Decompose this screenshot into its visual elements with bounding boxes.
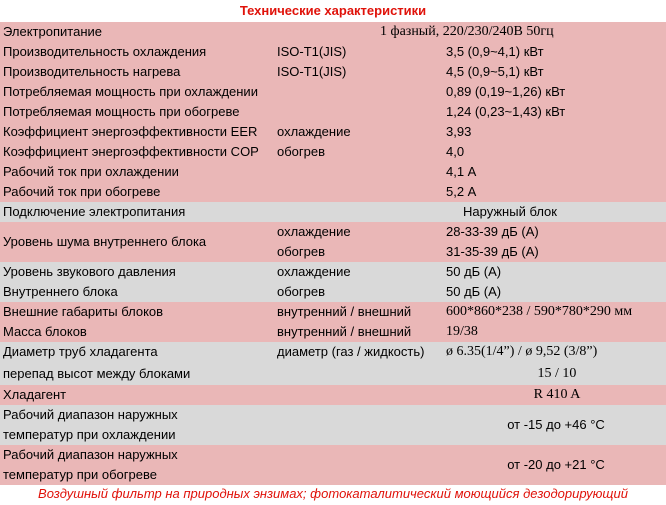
value: 1 фазный, 220/230/240В 50гц bbox=[380, 24, 554, 39]
value: ø 6.35(1/4”) / ø 9,52 (3/8”) bbox=[446, 344, 598, 359]
value: 600*860*238 / 590*780*290 мм bbox=[446, 304, 633, 319]
row-cooling-current bbox=[0, 162, 666, 182]
value: 3,5 (0,9~4,1) кВт bbox=[446, 44, 544, 59]
value: 19/38 bbox=[446, 324, 478, 339]
value-cooling: 50 дБ (А) bbox=[446, 264, 502, 279]
label-line2: Внутреннего блока bbox=[3, 284, 118, 299]
row-heating-power bbox=[0, 102, 666, 122]
label: Рабочий ток при охлаждении bbox=[3, 164, 179, 179]
mode-cooling: охлаждение bbox=[277, 224, 351, 239]
row-cooling-capacity bbox=[0, 42, 666, 62]
mode: внутренний / внешний bbox=[277, 304, 412, 319]
label-line2: температур при охлаждении bbox=[3, 427, 176, 442]
value: R 410 A bbox=[533, 387, 581, 402]
row-connection bbox=[0, 202, 666, 222]
value: 4,0 bbox=[446, 144, 465, 159]
label: Рабочий ток при обогреве bbox=[3, 184, 161, 199]
row-cop bbox=[0, 142, 666, 162]
mode-heating: обогрев bbox=[277, 284, 326, 299]
value: 3,93 bbox=[446, 124, 472, 139]
row-cooling-power bbox=[0, 82, 666, 102]
label-line1: Уровень звукового давления bbox=[3, 264, 176, 279]
row-weight bbox=[0, 322, 666, 342]
mode: ISO-T1(JIS) bbox=[277, 64, 347, 79]
row-heating-current bbox=[0, 182, 666, 202]
value: от -15 до +46 °С bbox=[507, 417, 605, 432]
row-sound-pressure bbox=[0, 262, 666, 302]
label: Коэффициент энергоэффективности EER bbox=[3, 124, 258, 139]
row-pipe-diameter bbox=[0, 342, 666, 364]
label: Коэффициент энергоэффективности COP bbox=[3, 144, 259, 159]
row-dimensions bbox=[0, 302, 666, 322]
label-line1: Рабочий диапазон наружных bbox=[3, 407, 178, 422]
value-cooling: 28-33-39 дБ (А) bbox=[446, 224, 539, 239]
filter-note: Воздушный фильтр на природных энзимах; фотокаталитический моющийся дезодорирующий bbox=[38, 486, 628, 501]
label: Хладагент bbox=[3, 387, 67, 402]
label: перепад высот между блоками bbox=[3, 366, 191, 381]
value: 4,5 (0,9~5,1) кВт bbox=[446, 64, 544, 79]
mode-cooling: охлаждение bbox=[277, 264, 351, 279]
value: 0,89 (0,19~1,26) кВт bbox=[446, 84, 566, 99]
value: 4,1 А bbox=[446, 164, 477, 179]
label: Диаметр труб хладагента bbox=[3, 344, 158, 359]
value: 5,2 А bbox=[446, 184, 477, 199]
value: Наружный блок bbox=[463, 204, 557, 219]
row-range-cooling bbox=[0, 405, 666, 445]
row-indoor-noise bbox=[0, 222, 666, 262]
label: Потребляемая мощность при охлаждении bbox=[3, 84, 258, 99]
label: Масса блоков bbox=[3, 324, 87, 339]
value: от -20 до +21 °С bbox=[507, 457, 605, 472]
mode: обогрев bbox=[277, 144, 326, 159]
label: Уровень шума внутреннего блока bbox=[3, 234, 207, 249]
mode: внутренний / внешний bbox=[277, 324, 412, 339]
value: 1,24 (0,23~1,43) кВт bbox=[446, 104, 566, 119]
row-height-diff bbox=[0, 364, 666, 385]
value: 15 / 10 bbox=[537, 366, 577, 381]
row-range-heating bbox=[0, 445, 666, 485]
value-heating: 50 дБ (А) bbox=[446, 284, 502, 299]
label-line1: Рабочий диапазон наружных bbox=[3, 447, 178, 462]
row-power-supply bbox=[0, 22, 666, 42]
mode: диаметр (газ / жидкость) bbox=[277, 344, 425, 359]
mode: охлаждение bbox=[277, 124, 351, 139]
label: Потребляемая мощность при обогреве bbox=[3, 104, 240, 119]
row-eer bbox=[0, 122, 666, 142]
row-refrigerant bbox=[0, 385, 666, 405]
label: Подключение электропитания bbox=[3, 204, 186, 219]
mode: ISO-T1(JIS) bbox=[277, 44, 347, 59]
label: Внешние габариты блоков bbox=[3, 304, 164, 319]
label: Производительность охлаждения bbox=[3, 44, 207, 59]
mode-heating: обогрев bbox=[277, 244, 326, 259]
row-heating-capacity bbox=[0, 62, 666, 82]
label-line2: температур при обогреве bbox=[3, 467, 157, 482]
spec-title: Технические характеристики bbox=[239, 3, 427, 18]
label: Электропитание bbox=[3, 24, 102, 39]
label: Производительность нагрева bbox=[3, 64, 181, 79]
value-heating: 31-35-39 дБ (А) bbox=[446, 244, 539, 259]
